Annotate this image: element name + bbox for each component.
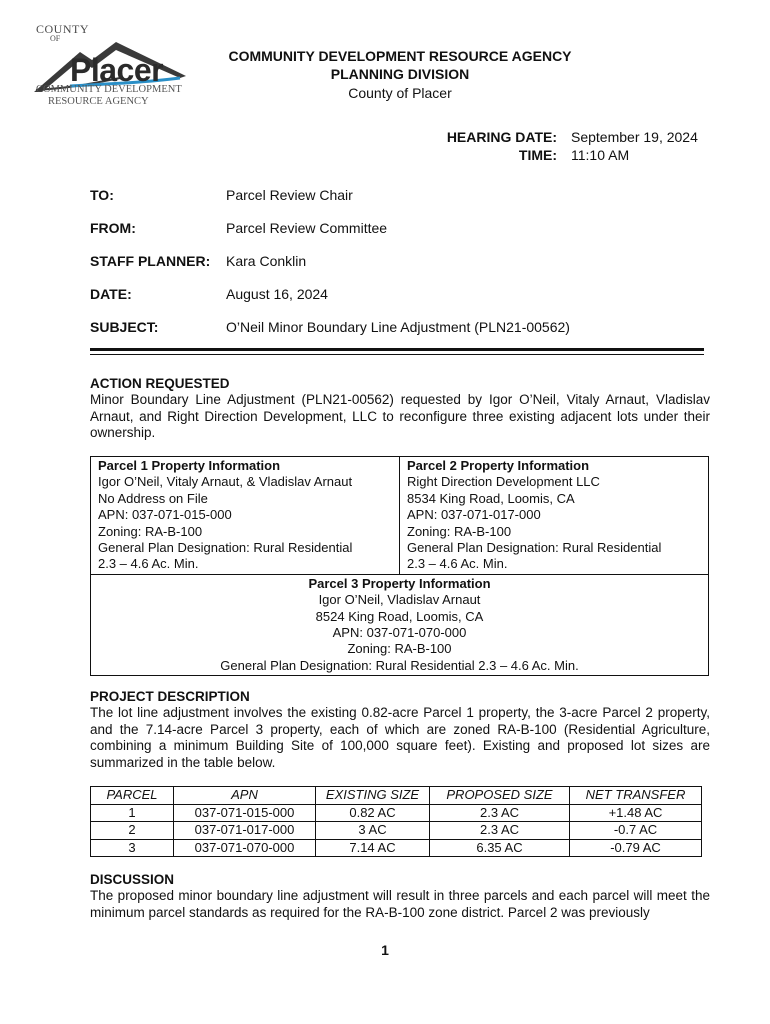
parcel-title: Parcel 3 Property Information [308, 575, 491, 591]
column-header: PARCEL [91, 787, 174, 805]
hearing-time-label: TIME: [518, 147, 557, 163]
memo-label: SUBJECT: [90, 319, 159, 335]
section-text: Minor Boundary Line Adjustment (PLN21-00562) requested by Igor O’Neil, Vitaly Arnaut, Vladislav Arnaut, and Right Direction Development, LLC to reconfigure three existing adjacent lots under their ownership. [90, 392, 710, 440]
memo-staff-planner [90, 253, 710, 286]
parcel-line: APN: 037-071-070-000 [332, 625, 467, 641]
parcel-3-cell [91, 574, 709, 675]
agency-name: COMMUNITY DEVELOPMENT RESOURCE AGENCY [228, 48, 572, 64]
table-cell: 037-071-017-000 [174, 822, 316, 840]
page-number: 1 [381, 942, 389, 958]
table-cell: 037-071-070-000 [174, 839, 316, 857]
memo-value: O’Neil Minor Boundary Line Adjustment (PLN21-00562) [226, 319, 570, 335]
county-name: County of Placer [348, 85, 452, 101]
table-cell: -0.7 AC [570, 822, 702, 840]
discussion-section [90, 872, 710, 921]
division-name: PLANNING DIVISION [330, 66, 470, 82]
lot-size-table [90, 786, 702, 857]
parcel-line: Igor O’Neil, Vitaly Arnaut, & Vladislav Arnaut [98, 474, 353, 490]
table-row [91, 804, 702, 822]
document-header [200, 47, 600, 103]
parcel-line: Right Direction Development LLC [407, 474, 600, 490]
parcel-line: Zoning: RA-B-100 [347, 641, 452, 657]
action-requested-section [90, 376, 710, 442]
hearing-info [380, 129, 710, 165]
table-cell: 2 [91, 822, 174, 840]
memo-fields [90, 187, 710, 352]
parcel-title: Parcel 1 Property Information [98, 458, 281, 473]
memo-value: Parcel Review Chair [226, 187, 353, 203]
hearing-time-value: 11:10 AM [571, 147, 630, 163]
table-cell: 0.82 AC [316, 804, 430, 822]
memo-label: TO: [90, 187, 114, 203]
table-cell: -0.79 AC [570, 839, 702, 857]
table-cell: 2.3 AC [430, 822, 570, 840]
memo-to [90, 187, 710, 220]
section-heading: PROJECT DESCRIPTION [90, 689, 250, 704]
table-cell: 3 AC [316, 822, 430, 840]
table-cell: +1.48 AC [570, 804, 702, 822]
table-cell: 1 [91, 804, 174, 822]
parcel-line: General Plan Designation: Rural Residential [407, 540, 662, 556]
parcel-line: 8534 King Road, Loomis, CA [407, 490, 575, 506]
memo-value: Kara Conklin [226, 253, 307, 269]
memo-label: DATE: [90, 286, 132, 302]
logo-placer-text: Placer [70, 52, 164, 88]
column-header: APN [174, 787, 316, 805]
memo-value: August 16, 2024 [226, 286, 328, 302]
parcel-line: APN: 037-071-017-000 [407, 507, 541, 523]
county-logo [30, 22, 190, 112]
logo-county-text: COUNTY [36, 22, 89, 36]
memo-label: FROM: [90, 220, 136, 236]
section-heading: ACTION REQUESTED [90, 376, 230, 391]
logo-subtitle-1: COMMUNITY DEVELOPMENT [36, 84, 182, 95]
parcel-1-cell [91, 457, 400, 575]
parcel-2-cell [400, 457, 709, 575]
parcel-title: Parcel 2 Property Information [407, 458, 590, 473]
logo-of-text: OF [50, 34, 61, 43]
table-row [91, 822, 702, 840]
table-header-row [91, 787, 702, 805]
parcel-line: APN: 037-071-015-000 [98, 507, 232, 523]
section-text: The lot line adjustment involves the existing 0.82-acre Parcel 1 property, the 3-acre Parcel 2 property, and the 7.14-acre Parcel 3 property, each of which are zoned RA-B-100 (Residential Agriculture, combining a minimum Building Site of 100,000 square feet). Existing and proposed lot sizes are summarized in the table below. [90, 705, 710, 770]
logo-subtitle-2: RESOURCE AGENCY [48, 96, 149, 107]
table-cell: 3 [91, 839, 174, 857]
section-text: The proposed minor boundary line adjustment will result in three parcels and each parcel will meet the minimum parcel standards as required for the RA-B-100 zone district. Parcel 2 was previously [90, 888, 710, 920]
memo-from [90, 220, 710, 253]
parcel-line: 2.3 – 4.6 Ac. Min. [98, 556, 199, 572]
memo-label: STAFF PLANNER: [90, 253, 211, 269]
parcel-info-table [90, 456, 709, 676]
hearing-date-value: September 19, 2024 [571, 129, 698, 145]
memo-date [90, 286, 710, 319]
divider-thin [90, 354, 704, 355]
parcel-line: Zoning: RA-B-100 [407, 523, 512, 539]
parcel-line: 8524 King Road, Loomis, CA [315, 608, 484, 624]
table-cell: 2.3 AC [430, 804, 570, 822]
parcel-line: 2.3 – 4.6 Ac. Min. [407, 556, 508, 572]
table-cell: 037-071-015-000 [174, 804, 316, 822]
project-description-section [90, 689, 710, 771]
parcel-line: No Address on File [98, 490, 208, 506]
section-heading: DISCUSSION [90, 872, 175, 887]
divider-thick [90, 348, 704, 351]
column-header: PROPOSED SIZE [430, 787, 570, 805]
parcel-line: Igor O’Neil, Vladislav Arnaut [318, 592, 481, 608]
table-row [91, 839, 702, 857]
parcel-line: General Plan Designation: Rural Residential 2.3 – 4.6 Ac. Min. [220, 657, 579, 673]
table-cell: 6.35 AC [430, 839, 570, 857]
hearing-date-label: HEARING DATE: [446, 129, 557, 145]
table-cell: 7.14 AC [316, 839, 430, 857]
parcel-line: General Plan Designation: Rural Residential [98, 540, 353, 556]
memo-value: Parcel Review Committee [226, 220, 388, 236]
parcel-line: Zoning: RA-B-100 [98, 523, 203, 539]
column-header: EXISTING SIZE [316, 787, 430, 805]
column-header: NET TRANSFER [570, 787, 702, 805]
